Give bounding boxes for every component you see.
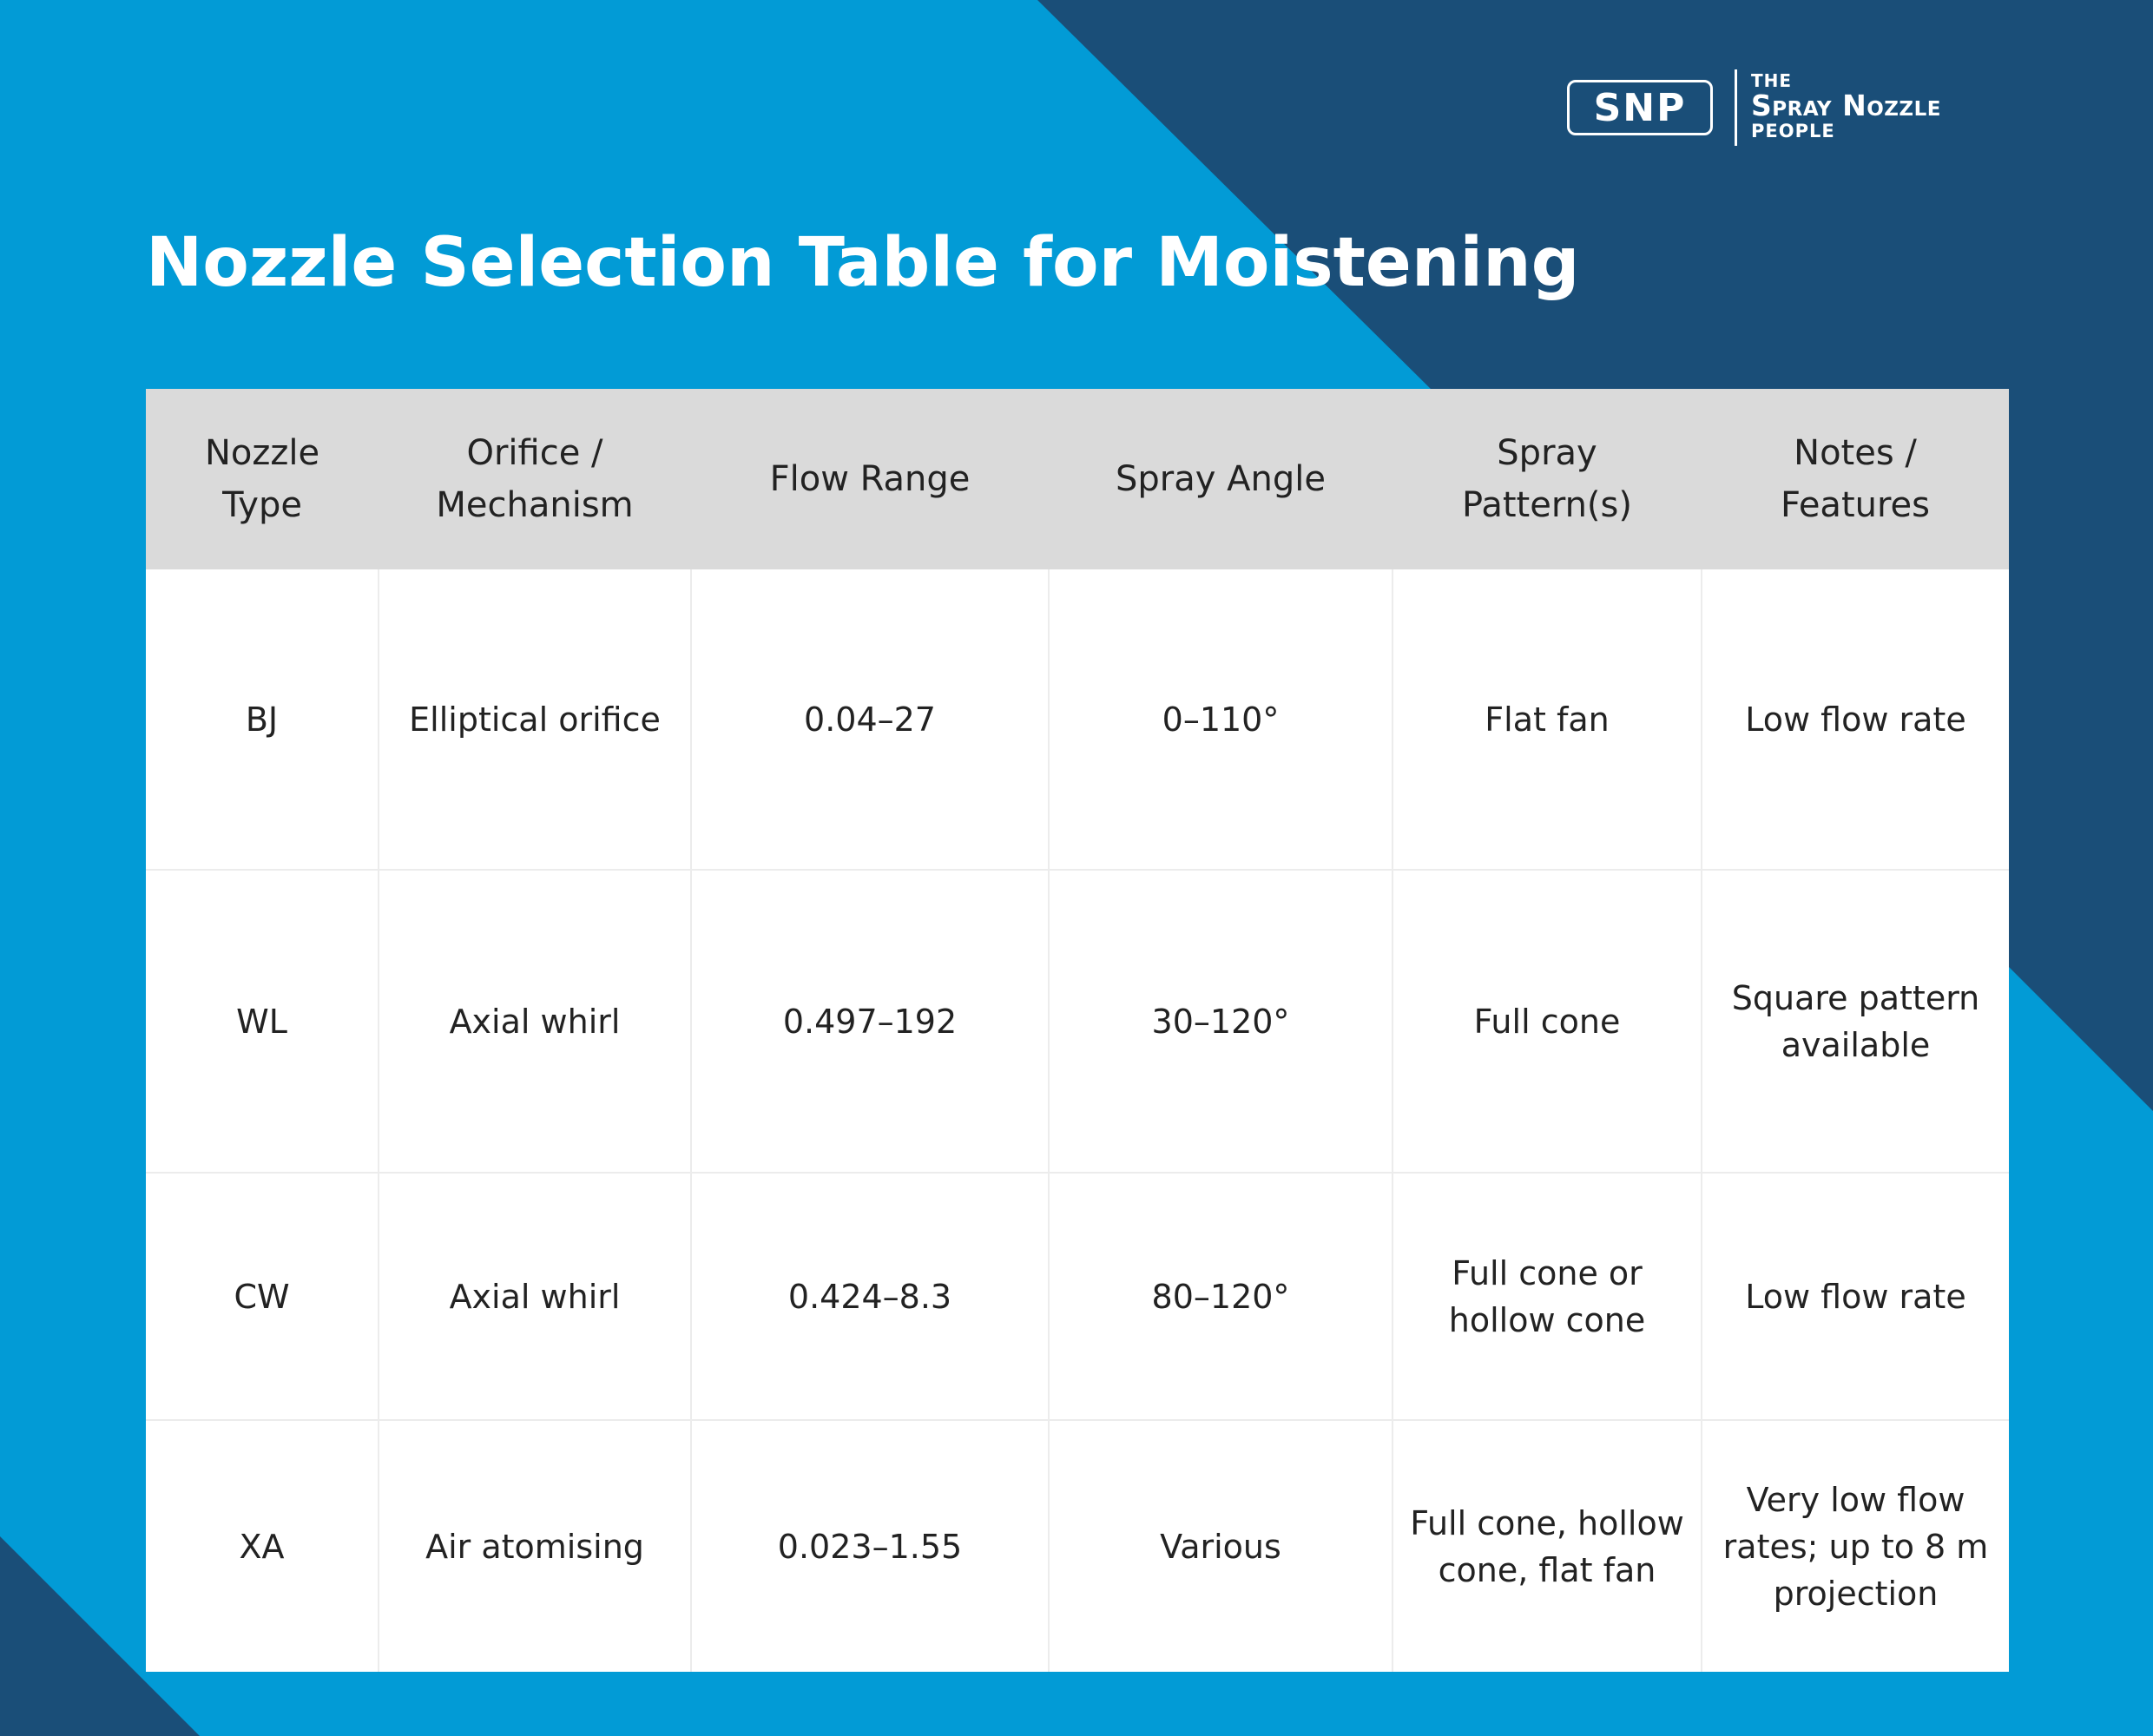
cell-spray-angle: 30–120° [1049, 870, 1393, 1173]
nozzle-selection-table [146, 389, 2009, 1672]
header-orifice-mechanism: Orifice / Mechanism [379, 389, 691, 569]
cell-spray-angle: 80–120° [1049, 1173, 1393, 1420]
header-notes-features: Notes / Features [1702, 389, 2009, 569]
cell-notes-features: Very low flow rates; up to 8 m projection [1722, 1480, 1989, 1613]
cell-spray-angle: 0–110° [1049, 569, 1393, 870]
cell-orifice-mechanism: Air atomising [379, 1420, 691, 1672]
cell-spray-angle: Various [1049, 1420, 1393, 1672]
table-header-row [146, 389, 2009, 569]
logo-divider [1735, 69, 1737, 146]
cell-spray-patterns: Full cone, hollow cone, flat fan [1393, 1420, 1702, 1672]
header-spray-angle: Spray Angle [1049, 389, 1393, 569]
cell-nozzle-type: XA [146, 1420, 379, 1672]
logo-wordmark [1751, 72, 1941, 141]
table-row [146, 1420, 2009, 1672]
cell-notes-features: Low flow rate [1702, 569, 2009, 870]
cell-nozzle-type: BJ [146, 569, 379, 870]
cell-flow-range: 0.023–1.55 [691, 1420, 1049, 1672]
table-row [146, 870, 2009, 1173]
header-flow-range: Flow Range [691, 389, 1049, 569]
cell-flow-range: 0.424–8.3 [691, 1173, 1049, 1420]
header-nozzle-type: Nozzle Type [146, 389, 379, 569]
cell-flow-range: 0.04–27 [691, 569, 1049, 870]
cell-flow-range: 0.497–192 [691, 870, 1049, 1173]
snp-logo [1567, 69, 2053, 148]
table-row [146, 1173, 2009, 1420]
cell-spray-patterns: Flat fan [1393, 569, 1702, 870]
header-spray-patterns: Spray Pattern(s) [1393, 389, 1702, 569]
cell-orifice-mechanism: Elliptical orifice [379, 569, 691, 870]
logo-spray-nozzle: Spray Nozzle [1751, 89, 1941, 122]
page-title: Nozzle Selection Table for Moistening [146, 224, 1580, 302]
logo-people: PEOPLE [1751, 121, 1835, 141]
cell-notes-features: Low flow rate [1702, 1173, 2009, 1420]
cell-notes-features: Square pattern available [1702, 870, 2009, 1173]
table-row [146, 569, 2009, 870]
cell-orifice-mechanism: Axial whirl [379, 1173, 691, 1420]
logo-the: THE [1751, 70, 1793, 91]
logo-abbr-badge: SNP [1567, 80, 1713, 135]
cell-spray-patterns: Full cone or hollow cone [1393, 1173, 1702, 1420]
cell-spray-patterns: Full cone [1393, 870, 1702, 1173]
cell-nozzle-type: CW [146, 1173, 379, 1420]
cell-nozzle-type: WL [146, 870, 379, 1173]
cell-orifice-mechanism: Axial whirl [379, 870, 691, 1173]
